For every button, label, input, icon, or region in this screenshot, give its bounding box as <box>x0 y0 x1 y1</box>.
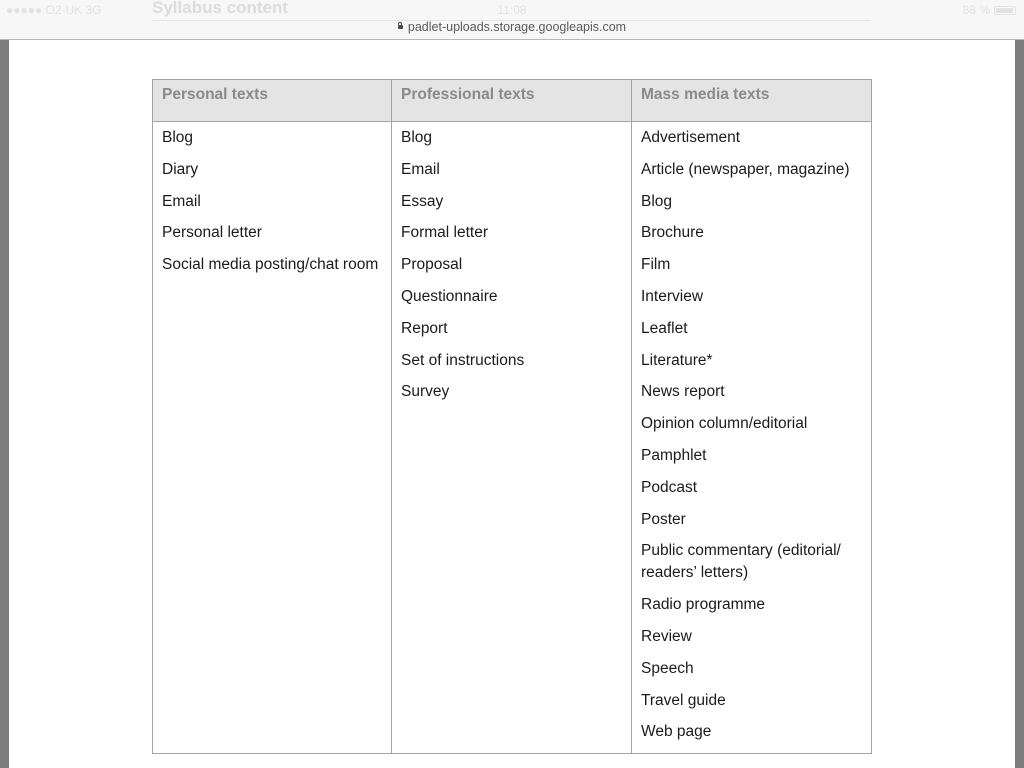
list-item: Blog <box>162 129 194 146</box>
list-item: Interview <box>641 287 704 305</box>
list-item: Report <box>401 319 448 337</box>
personal-texts-cell <box>153 122 392 754</box>
document-page <box>9 40 1015 768</box>
list-item: Blog <box>641 192 673 210</box>
list-item: Formal letter <box>401 224 488 242</box>
list-item: Film <box>641 256 671 274</box>
address-bar[interactable] <box>0 19 1024 35</box>
list-item: News report <box>641 383 725 401</box>
text-types-table <box>152 79 872 754</box>
header-mass-media-texts: Mass media texts <box>632 80 872 122</box>
list-item: Diary <box>162 160 199 178</box>
header-personal-texts: Personal texts <box>153 80 392 122</box>
url-text: padlet-uploads.storage.googleapis.com <box>407 20 627 34</box>
list-item: Public commentary (editorial/ readers’ letters) <box>641 542 841 582</box>
list-item: Brochure <box>641 224 704 242</box>
list-item: Blog <box>401 129 433 146</box>
list-item: Podcast <box>641 478 698 496</box>
mass-media-texts-list <box>641 127 862 743</box>
battery-icon <box>994 6 1016 15</box>
list-item: Pamphlet <box>641 446 707 464</box>
list-item: Email <box>162 192 201 210</box>
list-item: Questionnaire <box>401 287 498 305</box>
browser-top-bar <box>0 0 1024 40</box>
list-item: Leaflet <box>641 319 688 337</box>
mass-media-texts-cell <box>632 122 872 754</box>
list-item: Literature* <box>641 351 713 369</box>
battery-percent: 88 % <box>962 3 990 17</box>
list-item: Advertisement <box>641 129 741 146</box>
list-item: Review <box>641 627 692 645</box>
list-item: Email <box>401 160 440 178</box>
list-item: Opinion column/editorial <box>641 415 808 433</box>
personal-texts-list <box>162 127 382 276</box>
professional-texts-list <box>401 127 622 403</box>
list-item: Travel guide <box>641 691 726 709</box>
list-item: Web page <box>641 723 712 741</box>
list-item: Set of instructions <box>401 351 525 369</box>
status-battery <box>963 3 1016 17</box>
list-item: Poster <box>641 510 686 528</box>
professional-texts-cell <box>392 122 632 754</box>
list-item: Personal letter <box>162 224 262 242</box>
list-item: Proposal <box>401 256 463 274</box>
faded-page-heading: Syllabus content <box>152 0 289 17</box>
list-item: Radio programme <box>641 596 766 614</box>
list-item: Social media posting/chat room <box>162 256 379 274</box>
list-item: Article (newspaper, magazine) <box>641 160 850 178</box>
table-body-row <box>153 122 872 754</box>
list-item: Survey <box>401 383 450 401</box>
list-item: Essay <box>401 192 444 210</box>
table-header-row <box>153 80 872 122</box>
header-professional-texts: Professional texts <box>392 80 632 122</box>
status-time: 11:08 <box>497 3 527 17</box>
lock-icon <box>398 25 403 29</box>
list-item: Speech <box>641 659 694 677</box>
status-carrier: ●●●●● O2-UK 3G <box>6 3 102 17</box>
